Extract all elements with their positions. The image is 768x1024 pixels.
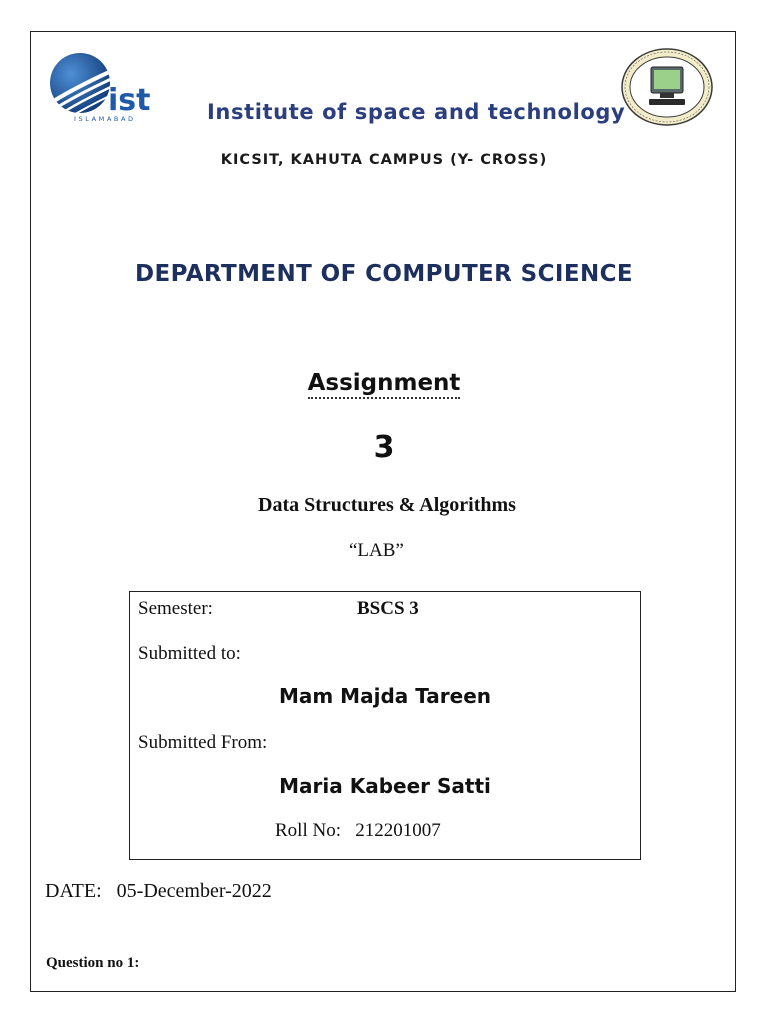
semester-label: Semester: [138, 598, 213, 619]
assignment-heading [0, 370, 768, 396]
subject-title: Data Structures & Algorithms [258, 494, 516, 516]
roll-number [275, 820, 441, 842]
roll-label: Roll No: [275, 820, 341, 841]
date-value: 05-December-2022 [116, 880, 272, 902]
logo-subtext: ISLAMABAD [74, 115, 136, 122]
college-seal-logo [619, 47, 715, 127]
assignment-number: 3 [373, 430, 395, 465]
submitted-to-label: Submitted to: [138, 643, 241, 664]
assignment-label: Assignment [308, 370, 461, 399]
logo-text: ist [108, 83, 151, 118]
ist-logo [48, 50, 164, 122]
institute-name: Institute of space and technology [207, 100, 626, 124]
question-heading: Question no 1: [46, 955, 140, 971]
submitted-from-label: Submitted From: [138, 732, 268, 753]
student-name: Maria Kabeer Satti [279, 774, 491, 798]
department-title: DEPARTMENT OF COMPUTER SCIENCE [134, 261, 634, 287]
date-label: DATE: [45, 880, 102, 902]
roll-value: 212201007 [355, 820, 441, 841]
semester-value: BSCS 3 [357, 598, 419, 619]
teacher-name: Mam Majda Tareen [278, 684, 492, 708]
date-line [45, 880, 272, 903]
campus-name: KICSIT, KAHUTA CAMPUS (Y- CROSS) [220, 152, 548, 168]
assignment-type: “LAB” [349, 540, 404, 561]
